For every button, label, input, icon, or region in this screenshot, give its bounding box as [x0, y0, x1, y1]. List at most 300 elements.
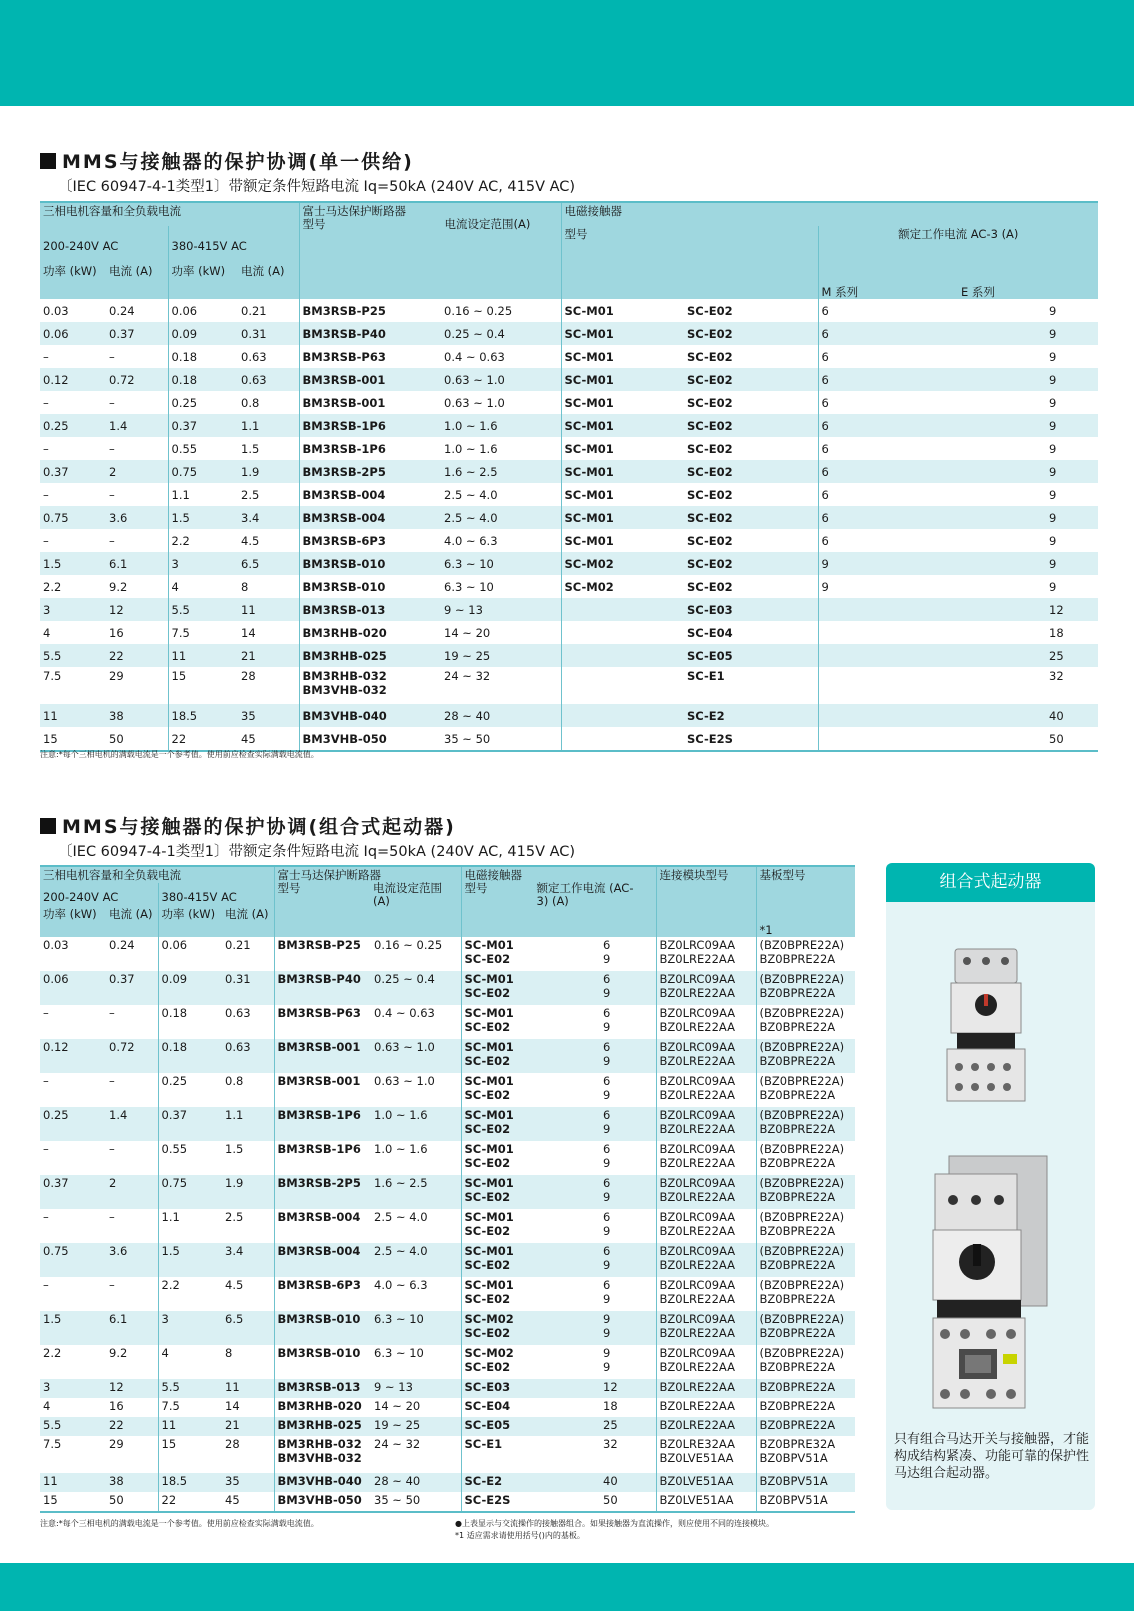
table-cell: BM3RSB-004	[274, 1209, 371, 1243]
table-cell: BM3RHB-032 BM3VHB-032	[274, 1436, 371, 1473]
table-cell: 6	[818, 460, 931, 483]
table-cell: BZ0LRC09AA BZ0LRE22AA	[656, 1107, 756, 1141]
table-cell: 9	[931, 552, 1098, 575]
table-row	[40, 1141, 855, 1175]
table-cell: SC-M01	[561, 437, 684, 460]
table-cell: SC-M02 SC-E02	[461, 1345, 533, 1379]
table-cell: 15	[40, 727, 106, 751]
header-current: 电流 (A)	[106, 263, 168, 299]
table-cell: 7.5	[40, 1436, 106, 1473]
combination-starter-panel	[886, 863, 1095, 1510]
table-row	[40, 727, 1098, 751]
table-cell: 9	[818, 575, 931, 598]
table-cell: 28 ~ 40	[371, 1473, 461, 1492]
table-row	[40, 483, 1098, 506]
table-cell: 6.1	[106, 1311, 158, 1345]
starter-photo-large	[931, 1154, 1051, 1419]
header-rated: 额定工作电流 AC-3 (A)	[818, 226, 1098, 263]
table-cell: 22	[158, 1492, 222, 1512]
table-cell: BM3RSB-010	[299, 552, 441, 575]
table-cell: 6.5	[222, 1311, 274, 1345]
table-cell: 1.9	[222, 1175, 274, 1209]
table-cell: SC-M01 SC-E02	[461, 1209, 533, 1243]
table-cell: 1.6 ~ 2.5	[371, 1175, 461, 1209]
table-cell: 9 9	[533, 1311, 656, 1345]
table-cell: 9	[818, 552, 931, 575]
table-cell: 24 ~ 32	[371, 1436, 461, 1473]
table-cell: 21	[222, 1417, 274, 1436]
table-cell: 0.75	[158, 1175, 222, 1209]
table-cell: 28 ~ 40	[441, 704, 561, 727]
table-cell: BZ0LRC09AA BZ0LRE22AA	[656, 1243, 756, 1277]
table-cell: BZ0BPV51A	[756, 1492, 855, 1512]
table-cell: 6 9	[533, 937, 656, 971]
table-cell: 4	[158, 1345, 222, 1379]
table-cell: BZ0LRC09AA BZ0LRE22AA	[656, 1039, 756, 1073]
table-cell: BZ0LRC09AA BZ0LRE22AA	[656, 1073, 756, 1107]
table-cell: 6 9	[533, 1073, 656, 1107]
table-cell: 6 9	[533, 1107, 656, 1141]
table-cell: BZ0LVE51AA	[656, 1473, 756, 1492]
table-row	[40, 1073, 855, 1107]
table-cell: 0.55	[158, 1141, 222, 1175]
header-v200: 200-240V AC	[40, 883, 158, 906]
table-cell: 0.25	[40, 1107, 106, 1141]
table-cell: –	[106, 1141, 158, 1175]
table-cell: 14 ~ 20	[441, 621, 561, 644]
table-row	[40, 644, 1098, 667]
table-cell: 0.16 ~ 0.25	[441, 299, 561, 322]
table-cell: BZ0BPRE22A	[756, 1417, 855, 1436]
table-row	[40, 552, 1098, 575]
header-motor: 三相电机容量和全负载电流	[40, 202, 299, 226]
table-cell: 3	[40, 1379, 106, 1398]
table-cell: 4.5	[238, 529, 299, 552]
table-cell: 11	[40, 1473, 106, 1492]
header-power: 功率 (kW)	[168, 263, 238, 299]
table-row	[40, 704, 1098, 727]
table-cell: 2	[106, 460, 168, 483]
table-cell: 0.31	[238, 322, 299, 345]
table-cell: BM3VHB-040	[274, 1473, 371, 1492]
table-cell: 0.06	[158, 937, 222, 971]
table-cell: BM3RSB-P25	[274, 937, 371, 971]
table-cell	[818, 598, 931, 621]
table-cell: BM3RSB-P63	[299, 345, 441, 368]
table-cell: 0.21	[238, 299, 299, 322]
header-v200: 200-240V AC	[40, 226, 168, 263]
table-cell: (BZ0BPRE22A) BZ0BPRE22A	[756, 1277, 855, 1311]
table-cell: SC-M01	[561, 299, 684, 322]
table-cell: 25	[931, 644, 1098, 667]
table-cell: 0.09	[168, 322, 238, 345]
header-breaker: 富士马达保护断路器 型号 电流设定范围(A)	[274, 866, 461, 937]
table-cell: BM3RSB-6P3	[299, 529, 441, 552]
table-cell: 6	[818, 299, 931, 322]
table-cell	[561, 704, 684, 727]
table-cell: 14	[238, 621, 299, 644]
table-cell: 9.2	[106, 1345, 158, 1379]
section2-note-base: *1 适应需求请使用括号()内的基板。	[455, 1531, 585, 1540]
table-cell: 3.6	[106, 1243, 158, 1277]
table-cell: (BZ0BPRE22A) BZ0BPRE22A	[756, 1311, 855, 1345]
table-cell: 9	[931, 575, 1098, 598]
table-cell: BZ0LRC09AA BZ0LRE22AA	[656, 1345, 756, 1379]
table-row	[40, 667, 1098, 704]
table-cell: (BZ0BPRE22A) BZ0BPRE22A	[756, 1141, 855, 1175]
table-cell: 0.72	[106, 368, 168, 391]
table-cell: 6 9	[533, 1243, 656, 1277]
table-cell: BZ0LRC09AA BZ0LRE22AA	[656, 1311, 756, 1345]
table-row	[40, 971, 855, 1005]
table-row	[40, 414, 1098, 437]
table-cell: 11	[238, 598, 299, 621]
table-cell: SC-M01 SC-E02	[461, 1277, 533, 1311]
table-row	[40, 1436, 855, 1473]
table-cell: SC-E03	[684, 598, 818, 621]
table-cell: BM3RSB-1P6	[274, 1141, 371, 1175]
table-cell: 22	[106, 1417, 158, 1436]
table-cell: SC-E02	[684, 483, 818, 506]
table-cell: 2.2	[40, 575, 106, 598]
table-cell: 9	[931, 299, 1098, 322]
table-cell: 21	[238, 644, 299, 667]
table-cell: SC-M01	[561, 460, 684, 483]
table-row	[40, 1243, 855, 1277]
table-cell: BZ0LRE32AA BZ0LVE51AA	[656, 1436, 756, 1473]
table-row	[40, 1005, 855, 1039]
table-cell	[561, 667, 684, 704]
table-cell: SC-M01 SC-E02	[461, 937, 533, 971]
table-cell: 0.25 ~ 0.4	[371, 971, 461, 1005]
table-cell: SC-E04	[684, 621, 818, 644]
table-cell: 16	[106, 1398, 158, 1417]
header-v380: 380-415V AC	[168, 226, 299, 263]
table-row	[40, 937, 855, 971]
table-cell: –	[106, 1005, 158, 1039]
table-cell: BM3RSB-P25	[299, 299, 441, 322]
table-cell: –	[106, 483, 168, 506]
panel-title: 组合式起动器	[886, 863, 1095, 902]
table-cell: 0.8	[238, 391, 299, 414]
table-cell: 1.5	[168, 506, 238, 529]
table-cell: 6	[818, 529, 931, 552]
table-cell: –	[106, 1073, 158, 1107]
header-breaker: 富士马达保护断路器 型号 电流设定范围(A)	[299, 202, 561, 299]
table-cell: 0.37	[106, 322, 168, 345]
table-cell: BZ0LRE22AA	[656, 1398, 756, 1417]
table-cell: 5.5	[168, 598, 238, 621]
table-cell: SC-M02	[561, 575, 684, 598]
table-cell: 0.21	[222, 937, 274, 971]
table-cell: BM3RSB-010	[274, 1345, 371, 1379]
table-cell: 35	[222, 1473, 274, 1492]
table-cell: 6 9	[533, 971, 656, 1005]
table-cell: 9	[931, 345, 1098, 368]
table-row	[40, 299, 1098, 322]
table-cell: 1.1	[222, 1107, 274, 1141]
table-cell: 9	[931, 506, 1098, 529]
table-cell: SC-M02	[561, 552, 684, 575]
table-cell: 1.5	[222, 1141, 274, 1175]
table-cell: 6	[818, 437, 931, 460]
table-cell: 6 9	[533, 1141, 656, 1175]
table-cell: 4	[40, 621, 106, 644]
table-cell: SC-M01	[561, 483, 684, 506]
table-cell: SC-M01 SC-E02	[461, 1005, 533, 1039]
header-module: 连接模块型号	[656, 866, 756, 937]
table-cell: 6	[818, 322, 931, 345]
table-cell: SC-E2S	[684, 727, 818, 751]
table-cell: BZ0LRC09AA BZ0LRE22AA	[656, 937, 756, 971]
table-row	[40, 322, 1098, 345]
table-cell: 6	[818, 368, 931, 391]
table-cell: 50	[106, 727, 168, 751]
table-cell: 35 ~ 50	[371, 1492, 461, 1512]
header-current: 电流 (A)	[238, 263, 299, 299]
table-cell: SC-E02	[684, 391, 818, 414]
table-cell: 11	[158, 1417, 222, 1436]
table-cell: 9	[931, 460, 1098, 483]
table-cell: SC-M01	[561, 529, 684, 552]
table-cell: BM3RSB-P63	[274, 1005, 371, 1039]
table-cell: (BZ0BPRE22A) BZ0BPRE22A	[756, 1005, 855, 1039]
table-cell: SC-E2	[684, 704, 818, 727]
table-cell: 1.9	[238, 460, 299, 483]
table-cell: 1.0 ~ 1.6	[441, 414, 561, 437]
table-cell: SC-M01	[561, 506, 684, 529]
table-cell: 0.75	[168, 460, 238, 483]
table-cell: 0.25	[158, 1073, 222, 1107]
table-cell: 1.5	[238, 437, 299, 460]
header-mseries: M 系列	[818, 263, 931, 299]
table-cell: 7.5	[158, 1398, 222, 1417]
table-cell: 9	[931, 437, 1098, 460]
table-cell: 18.5	[168, 704, 238, 727]
table-cell: 1.5	[40, 552, 106, 575]
table-cell: 6.3 ~ 10	[441, 575, 561, 598]
table-cell: BM3RSB-001	[299, 368, 441, 391]
table-cell: 12	[106, 1379, 158, 1398]
table-cell: 0.37	[168, 414, 238, 437]
table-cell: 0.06	[40, 971, 106, 1005]
section2-note-contactor: ●上表显示与交流操作的接触器组合。如果接触器为直流操作，则应使用不同的连接模块。	[455, 1519, 774, 1528]
header-contactor: 电磁接触器	[561, 202, 1098, 226]
table-cell: 1.6 ~ 2.5	[441, 460, 561, 483]
table-row	[40, 1398, 855, 1417]
table-cell: BM3RHB-025	[299, 644, 441, 667]
table-cell: BM3RHB-020	[274, 1398, 371, 1417]
table-cell: BZ0LRC09AA BZ0LRE22AA	[656, 1209, 756, 1243]
table-cell: BM3RHB-032 BM3VHB-032	[299, 667, 441, 704]
table-cell: 15	[158, 1436, 222, 1473]
table-cell: 50	[106, 1492, 158, 1512]
table-cell: 28	[238, 667, 299, 704]
table-cell: 3.6	[106, 506, 168, 529]
table-cell: 50	[533, 1492, 656, 1512]
table-cell: 6.3 ~ 10	[371, 1345, 461, 1379]
header-power: 功率 (kW)	[40, 906, 106, 937]
table-cell: BM3RSB-1P6	[299, 414, 441, 437]
table-cell: SC-E02	[684, 575, 818, 598]
table-cell: SC-E04	[461, 1398, 533, 1417]
table-cell	[818, 667, 931, 704]
table-cell: SC-M01	[561, 322, 684, 345]
table-row	[40, 460, 1098, 483]
table-cell: 0.12	[40, 368, 106, 391]
table-cell: –	[40, 529, 106, 552]
table-cell: –	[40, 345, 106, 368]
table-cell: 0.06	[168, 299, 238, 322]
table-cell: SC-M01	[561, 414, 684, 437]
table-cell: BM3RSB-P40	[274, 971, 371, 1005]
table-cell: BM3RSB-1P6	[299, 437, 441, 460]
table-cell: 6 9	[533, 1039, 656, 1073]
table-row	[40, 391, 1098, 414]
table-cell: 1.0 ~ 1.6	[371, 1107, 461, 1141]
table-cell: 0.4 ~ 0.63	[441, 345, 561, 368]
section2-title: MMS与接触器的保护协调(组合式起动器)	[40, 812, 456, 839]
header-motor: 三相电机容量和全负载电流	[40, 866, 274, 883]
table-cell: 0.75	[40, 1243, 106, 1277]
table-cell: 1.5	[158, 1243, 222, 1277]
table-cell: 3.4	[238, 506, 299, 529]
table-cell: 12	[931, 598, 1098, 621]
table-cell: 29	[106, 667, 168, 704]
table-cell: SC-M01	[561, 345, 684, 368]
table-row	[40, 1473, 855, 1492]
coordination-table-combination	[40, 865, 855, 1513]
table-cell: 0.37	[106, 971, 158, 1005]
table-cell: –	[40, 1141, 106, 1175]
table-cell: (BZ0BPRE22A) BZ0BPRE22A	[756, 1039, 855, 1073]
table-row	[40, 529, 1098, 552]
table-cell: BZ0LRC09AA BZ0LRE22AA	[656, 971, 756, 1005]
table-cell: SC-E02	[684, 529, 818, 552]
table-cell: 0.63	[238, 345, 299, 368]
table-cell: 35 ~ 50	[441, 727, 561, 751]
table-cell: 0.24	[106, 299, 168, 322]
table-cell: –	[40, 1073, 106, 1107]
table-cell: 0.24	[106, 937, 158, 971]
table-cell: (BZ0BPRE22A) BZ0BPRE22A	[756, 937, 855, 971]
table-row	[40, 575, 1098, 598]
table-cell: 11	[40, 704, 106, 727]
table-cell: 1.0 ~ 1.6	[371, 1141, 461, 1175]
table-cell: 1.1	[238, 414, 299, 437]
table-cell: –	[40, 1209, 106, 1243]
header-contactor: 电磁接触器 型号 额定工作电流 (AC-3) (A)	[461, 866, 656, 937]
header-power: 功率 (kW)	[158, 906, 222, 937]
table-cell: 0.63 ~ 1.0	[371, 1039, 461, 1073]
table-cell: 28	[222, 1436, 274, 1473]
table-cell: 11	[222, 1379, 274, 1398]
table-cell: 6	[818, 506, 931, 529]
table-cell: SC-E02	[684, 460, 818, 483]
table-row	[40, 1311, 855, 1345]
table-cell: 0.4 ~ 0.63	[371, 1005, 461, 1039]
section1-title: MMS与接触器的保护协调(单一供给)	[40, 147, 414, 174]
table-cell: (BZ0BPRE22A) BZ0BPRE22A	[756, 971, 855, 1005]
table-cell: SC-M01	[561, 391, 684, 414]
table-cell: 38	[106, 1473, 158, 1492]
table-cell: (BZ0BPRE22A) BZ0BPRE22A	[756, 1073, 855, 1107]
table-cell: –	[106, 529, 168, 552]
table-row	[40, 1039, 855, 1073]
table-cell: BZ0LRE22AA	[656, 1379, 756, 1398]
table-cell: BM3VHB-050	[274, 1492, 371, 1512]
table-cell: BM3RSB-004	[299, 506, 441, 529]
table-cell: 22	[168, 727, 238, 751]
table-cell: BM3RSB-010	[274, 1311, 371, 1345]
table-row	[40, 1417, 855, 1436]
table-cell: 3.4	[222, 1243, 274, 1277]
table-cell: SC-M01 SC-E02	[461, 1175, 533, 1209]
header-power: 功率 (kW)	[40, 263, 106, 299]
table-cell: 0.25	[168, 391, 238, 414]
table-cell: BZ0LRC09AA BZ0LRE22AA	[656, 1005, 756, 1039]
table-cell: –	[106, 437, 168, 460]
table-cell: BM3RSB-2P5	[274, 1175, 371, 1209]
table-row	[40, 1345, 855, 1379]
table-cell: 4	[168, 575, 238, 598]
table-cell: 0.18	[168, 368, 238, 391]
table-cell: 5.5	[158, 1379, 222, 1398]
header-current: 电流 (A)	[222, 906, 274, 937]
table-cell: 0.72	[106, 1039, 158, 1073]
table-cell: 2.5 ~ 4.0	[441, 506, 561, 529]
table-cell: 3	[168, 552, 238, 575]
table-cell: 15	[168, 667, 238, 704]
table-cell: 0.37	[158, 1107, 222, 1141]
table-cell: SC-M01 SC-E02	[461, 1141, 533, 1175]
table-cell: BZ0BPRE22A	[756, 1379, 855, 1398]
table-cell: 1.1	[168, 483, 238, 506]
table-cell: 14	[222, 1398, 274, 1417]
table-cell: 9 9	[533, 1345, 656, 1379]
table-cell: 9 ~ 13	[371, 1379, 461, 1398]
table-cell: –	[40, 391, 106, 414]
table-cell: 18	[931, 621, 1098, 644]
table-cell: 0.55	[168, 437, 238, 460]
table-cell	[818, 727, 931, 751]
section1-note: 注意:*每个三相电机的满载电流是一个参考值。使用前应检查实际满载电流值。	[40, 750, 319, 759]
table-cell: 1.4	[106, 414, 168, 437]
table-cell: 2.2	[40, 1345, 106, 1379]
table-cell: BM3RSB-6P3	[274, 1277, 371, 1311]
table-cell: SC-E02	[684, 322, 818, 345]
table-row	[40, 437, 1098, 460]
table-cell	[818, 704, 931, 727]
table-cell: SC-M01 SC-E02	[461, 1039, 533, 1073]
header-current: 电流 (A)	[106, 906, 158, 937]
table-cell: BM3RSB-1P6	[274, 1107, 371, 1141]
table-cell: 4	[40, 1398, 106, 1417]
table-cell: 32	[931, 667, 1098, 704]
table-cell: BM3RHB-020	[299, 621, 441, 644]
table-cell: 6	[818, 414, 931, 437]
table-cell: 6 9	[533, 1209, 656, 1243]
table-cell: 3	[158, 1311, 222, 1345]
table-cell	[818, 621, 931, 644]
table-cell: 0.63	[222, 1039, 274, 1073]
table-cell: BZ0LVE51AA	[656, 1492, 756, 1512]
table-cell: SC-M02 SC-E02	[461, 1311, 533, 1345]
table-cell: 0.31	[222, 971, 274, 1005]
table-cell	[561, 644, 684, 667]
table-cell: 18	[533, 1398, 656, 1417]
table-cell: 11	[168, 644, 238, 667]
